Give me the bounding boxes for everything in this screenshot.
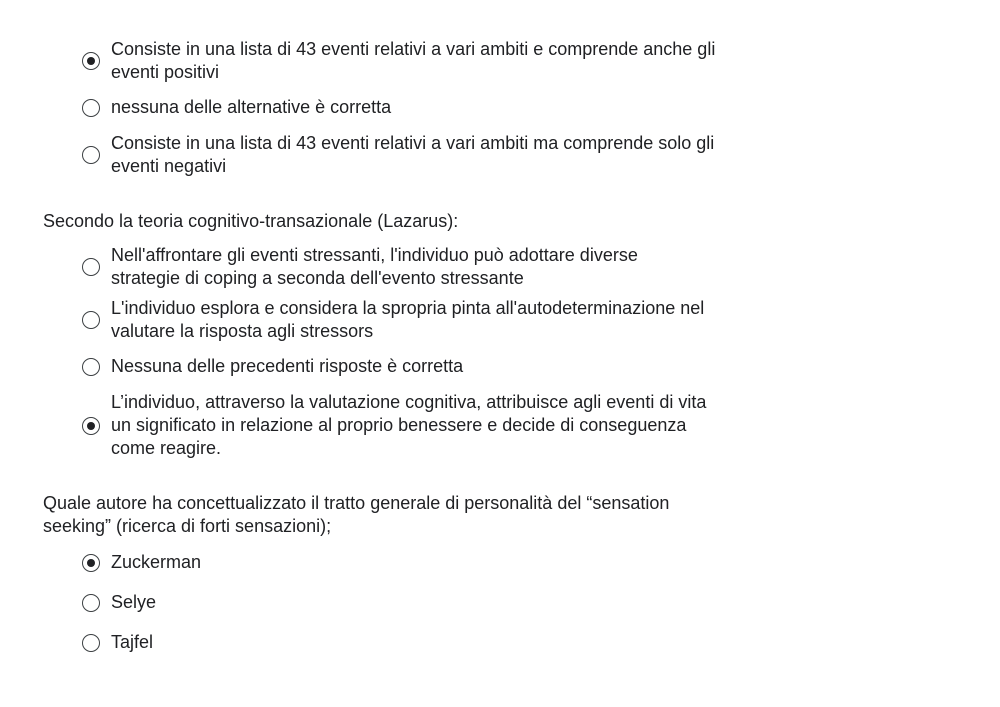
question-3	[43, 492, 743, 538]
question-2	[43, 210, 743, 233]
option-label: Nell'affrontare gli eventi stressanti, l'individuo può adottare diverse strategie di coping a seconda dell'evento stressante	[111, 245, 638, 288]
option-label: Consiste in una lista di 43 eventi relativi a vari ambiti e comprende anche gli eventi positivi	[111, 39, 716, 82]
question-text: Quale autore ha concettualizzato il tratto generale di personalità del “sensation seeking” (ricerca di forti sensazioni);	[43, 493, 670, 536]
q2-option-1[interactable]	[82, 244, 742, 290]
radio-button[interactable]	[82, 146, 100, 164]
radio-button[interactable]	[82, 52, 100, 70]
radio-button[interactable]	[82, 311, 100, 329]
radio-button[interactable]	[82, 358, 100, 376]
q2-option-2[interactable]	[82, 297, 742, 343]
radio-button[interactable]	[82, 554, 100, 572]
q3-option-1[interactable]	[82, 551, 742, 574]
q1-option-1[interactable]	[82, 38, 742, 84]
radio-button[interactable]	[82, 258, 100, 276]
option-label: nessuna delle alternative è corretta	[111, 97, 392, 117]
q3-option-2[interactable]	[82, 591, 742, 614]
radio-button[interactable]	[82, 634, 100, 652]
option-label: Consiste in una lista di 43 eventi relativi a vari ambiti ma comprende solo gli eventi negativi	[111, 133, 715, 176]
option-label: L’individuo, attraverso la valutazione cognitiva, attribuisce agli eventi di vita un significato in relazione al proprio benessere e decide di conseguenza come reagire.	[111, 392, 707, 458]
option-label: Zuckerman	[111, 552, 202, 572]
question-text: Secondo la teoria cognitivo-transazionale (Lazarus):	[43, 211, 459, 231]
option-label: Nessuna delle precedenti risposte è corretta	[111, 356, 464, 376]
radio-button[interactable]	[82, 99, 100, 117]
q1-option-3[interactable]	[82, 132, 742, 178]
q2-option-3[interactable]	[82, 355, 742, 378]
q1-option-2[interactable]	[82, 96, 742, 119]
radio-button[interactable]	[82, 417, 100, 435]
q3-option-3[interactable]	[82, 631, 742, 654]
option-label: Selye	[111, 592, 157, 612]
radio-button[interactable]	[82, 594, 100, 612]
option-label: L'individuo esplora e considera la spropria pinta all'autodeterminazione nel valutare la risposta agli stressors	[111, 298, 705, 341]
option-label: Tajfel	[111, 632, 154, 652]
q2-option-4[interactable]	[82, 391, 742, 460]
